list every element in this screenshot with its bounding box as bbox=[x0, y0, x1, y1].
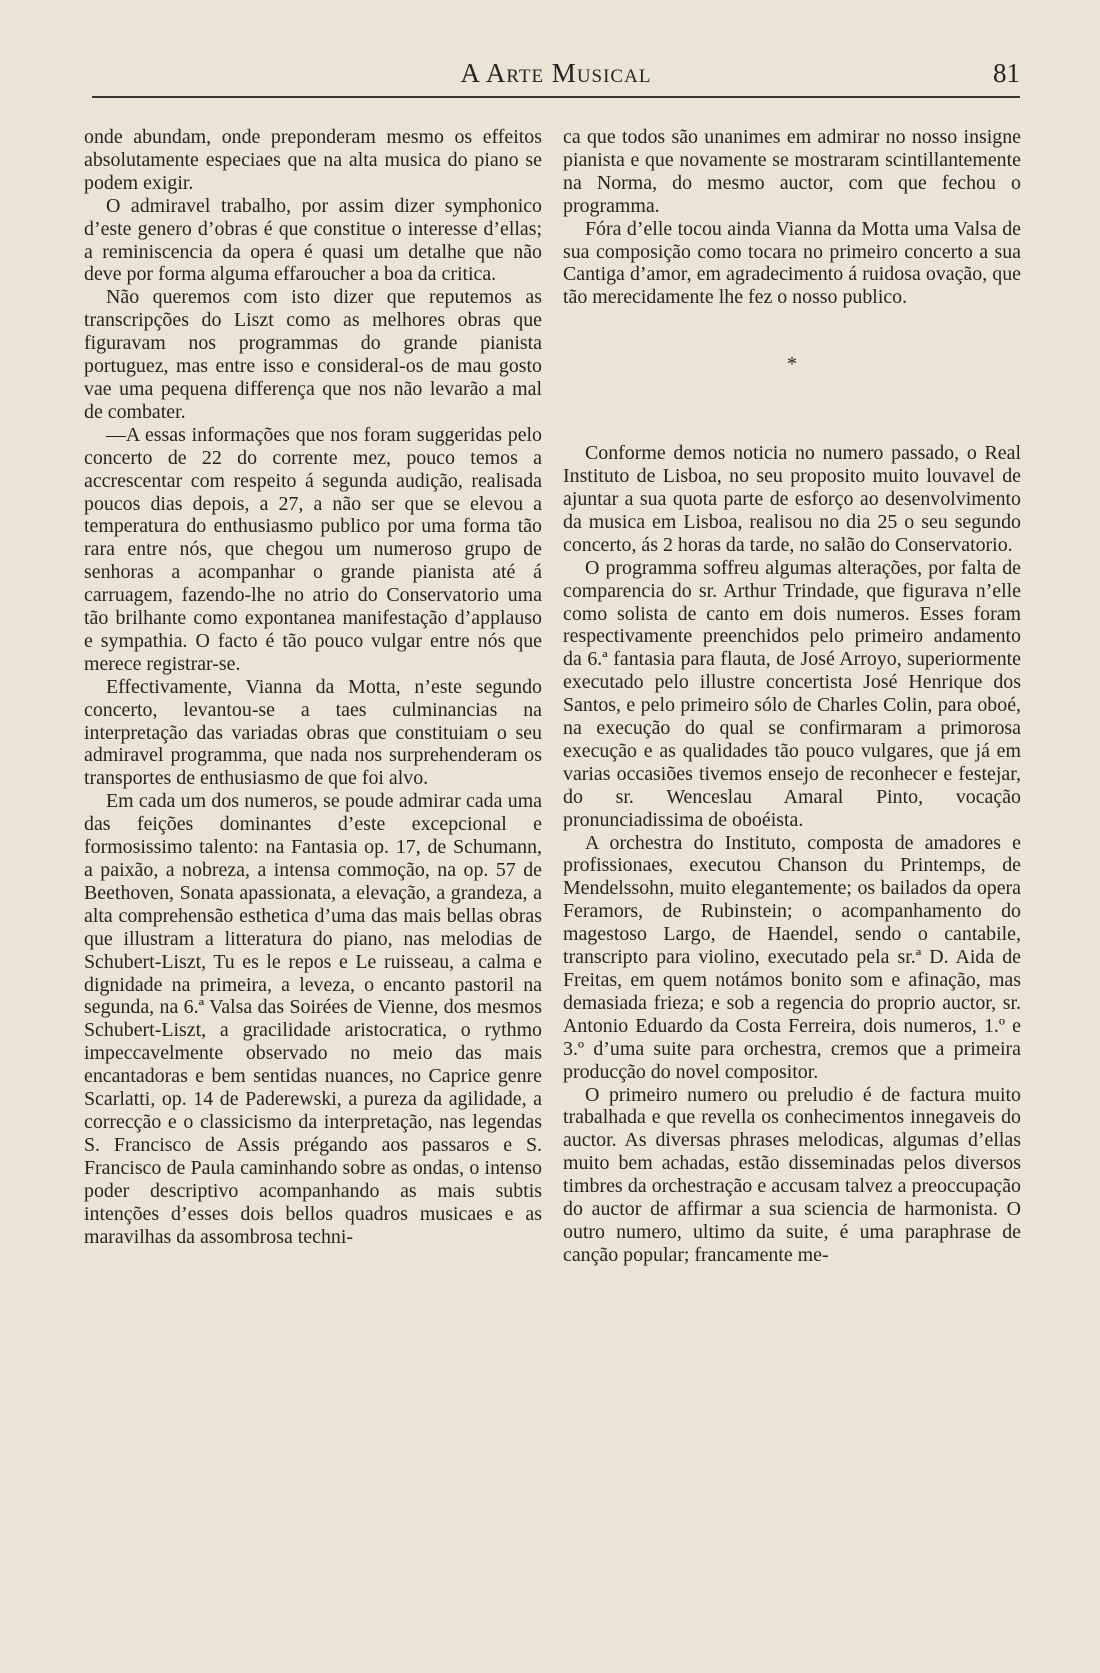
paragraph: Fóra d’elle tocou ainda Vianna da Motta uma Valsa de sua composição como tocara no primeiro concerto a sua Cantiga d’amor, em agradecimento á ruidosa ovação, que tão merecidamente lhe fez o nosso publico. bbox=[563, 217, 1021, 309]
journal-title: A Arte Musical bbox=[460, 58, 652, 88]
paragraph: Não queremos com isto dizer que reputemos as transcripções do Liszt como as melhores obras que figuravam nos programmas do grande pianista portuguez, mas entre isso e consideral-os de mau gosto vae uma pequena differença que nos não levarão a mal de combater. bbox=[84, 286, 542, 423]
paragraph: onde abundam, onde preponderam mesmo os effeitos absolutamente especiaes que na alta musica do piano se podem exigir. bbox=[84, 126, 542, 194]
paragraph: ca que todos são unanimes em admirar no nosso insigne pianista e que novamente se mostraram scintillantemente na Norma, do mesmo auctor, com que fechou o programma. bbox=[563, 126, 1021, 217]
paragraph: O admiravel trabalho, por assim dizer symphonico d’este genero d’obras é que constitue o interesse d’ellas; a reminiscencia da opera é quasi um detalhe que não deve por forma alguma effaroucher a boa da critica. bbox=[84, 194, 542, 286]
paragraph: O programma soffreu algumas alterações, por falta de comparencia do sr. Arthur Trindade, que figurava n’elle como solista de canto em dois numeros. Esses foram respectivamente preenchidos pelo primeiro andamento da 6.ª fantasia para flauta, de José Arroyo, superiormente executado pelo illustre concertista José Henrique dos Santos, e pelo primeiro sólo de Charles Colin, para oboé, na execução do qual se confirmaram a primorosa execução e as qualidades tão pouco vulgares, que já em varias occasiões tivemos ensejo de reconhecer e festejar, do sr. Wenceslau Amaral Pinto, vocação pronunciadissima de oboéista. bbox=[563, 556, 1021, 831]
page-number: 81 bbox=[993, 58, 1020, 88]
section-separator: * bbox=[787, 353, 797, 376]
paragraph: —A essas informações que nos foram suggeridas pelo concerto de 22 do corrente mez, pouco temos a accrescentar com respeito á segunda audição, realisada poucos dias depois, a 27, a não ser que se elevou a temperatura do enthusiasmo publico por uma forma tão rara entre nós, que chegou um numeroso grupo de senhoras a acompanhar o grande pianista até á carruagem, fazendo-lhe no atrio do Conservatorio uma tão brilhante como expontanea manifestação d’applauso e sympathia. O facto é tão pouco vulgar entre nós que merece registrar-se. bbox=[84, 423, 542, 675]
paragraph: O primeiro numero ou preludio é de factura muito trabalhada e que revella os conhecimentos innegaveis do auctor. As diversas phrases melodicas, algumas d’ellas muito bem achadas, estão disseminadas pelos diversos timbres da orchestração e accusam talvez a preoccupação do auctor de affirmar a sua sciencia de harmonista. O outro numero, ultimo da suite, é uma paraphrase de canção popular; francamente me- bbox=[563, 1083, 1021, 1266]
left-column bbox=[84, 126, 542, 1248]
header-rule bbox=[92, 96, 1020, 98]
paragraph: Em cada um dos numeros, se poude admirar cada uma das feições dominantes d’este excepcional e formosissimo talento: na Fantasia op. 17, de Schumann, a paixão, a nobreza, a intensa commoção, na op. 57 de Beethoven, Sonata apassionata, a elevação, a grandeza, a alta comprehensão esthetica d’uma das mais bellas obras que illustram a litteratura do piano, nas melodias de Schubert-Liszt, Tu es le repos e Le ruisseau, a calma e dignidade na primeira, a leveza, o encanto pastoril na segunda, na 6.ª Valsa das Soirées de Vienne, dos mesmos Schubert-Liszt, a gracilidade aristocratica, o rythmo impeccavelmente observado no meio das mais encantadoras e bem sentidas nuances, no Caprice genre Scarlatti, op. 14 de Paderewski, a pureza da agilidade, a correcção e o classicismo da interpretação, nas legendas S. Francisco de Assis prégando aos passaros e S. Francisco de Paula caminhando sobre as ondas, o intenso poder descriptivo acompanhando as mais subtis intenções d’esses dois bellos quadros musicaes e as maravilhas da assombrosa techni- bbox=[84, 790, 542, 1248]
right-column bbox=[563, 126, 1021, 1267]
paragraph: A orchestra do Instituto, composta de amadores e profissionaes, executou Chanson du Printemps, de Mendelssohn, muito elegantemente; os bailados da opera Feramors, de Rubinstein; o acompanhamento do magestoso Largo, de Haendel, sendo o cantabile, transcripto para violino, executado pela sr.ª D. Aida de Freitas, em quem notámos bonito som e afinação, mas demasiada frieza; e sob a regencia do proprio auctor, sr. Antonio Eduardo da Costa Ferreira, dois numeros, 1.º e 3.º d’uma suite para orchestra, cremos que a primeira producção do novel compositor. bbox=[563, 831, 1021, 1083]
paragraph: Conforme demos noticia no numero passado, o Real Instituto de Lisboa, no seu proposito muito louvavel de ajuntar a sua quota parte de esforço ao desenvolvimento da musica em Lisboa, realisou no dia 25 o seu segundo concerto, ás 2 horas da tarde, no salão do Conservatorio. bbox=[563, 442, 1021, 556]
running-header bbox=[92, 58, 1020, 98]
paragraph: Effectivamente, Vianna da Motta, n’este segundo concerto, levantou-se a taes culminancias na interpretação das variadas obras que constituiam o seu admiravel programma, que nada nos surprehenderam os transportes de enthusiasmo de que foi alvo. bbox=[84, 675, 542, 790]
